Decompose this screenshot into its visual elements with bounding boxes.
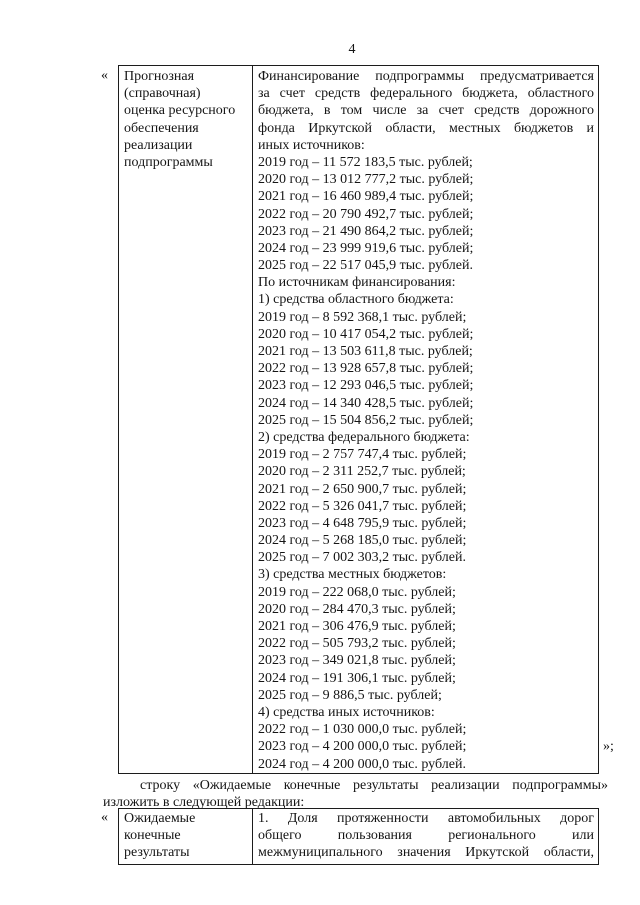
funding-year-line: 2020 год – 10 417 054,2 тыс. рублей; xyxy=(258,326,474,342)
funding-year-line: 2021 год – 306 476,9 тыс. рублей; xyxy=(258,619,456,634)
instruction-line: строку «Ожидаемые конечные результаты реализации подпрограммы» xyxy=(140,778,608,793)
funding-year-line: 2023 год – 12 293 046,5 тыс. рублей; xyxy=(258,378,474,394)
funding-sources-heading: По источникам финансирования: xyxy=(258,275,456,291)
funding-year-line: 2022 год – 5 326 041,7 тыс. рублей; xyxy=(258,498,467,514)
close-quote: »; xyxy=(603,739,614,754)
funding-year-line: 2025 год – 15 504 856,2 тыс. рублей; xyxy=(258,412,474,428)
funding-year-line: 2019 год – 8 592 368,1 тыс. рублей; xyxy=(258,309,467,325)
funding-source-heading: 3) средства местных бюджетов: xyxy=(258,567,447,583)
label-line: реализации xyxy=(124,137,193,153)
expected-results-table xyxy=(118,808,599,865)
instruction-paragraph xyxy=(103,777,608,811)
funding-year-line: 2020 год – 13 012 777,2 тыс. рублей; xyxy=(258,172,474,188)
funding-year-line: 2025 год – 22 517 045,9 тыс. рублей. xyxy=(258,258,473,274)
label-line: подпрограммы xyxy=(124,154,213,170)
funding-year-line: 2019 год – 11 572 183,5 тыс. рублей; xyxy=(258,154,473,170)
funding-year-line: 2023 год – 4 648 795,9 тыс. рублей; xyxy=(258,515,467,531)
resource-table-label-cell xyxy=(119,66,253,773)
funding-intro-line: фонда Иркутской области, местных бюджетов и xyxy=(258,120,594,136)
funding-year-line: 2022 год – 1 030 000,0 тыс. рублей; xyxy=(258,722,467,738)
label-line: конечные xyxy=(124,828,181,844)
funding-year-line: 2021 год – 2 650 900,7 тыс. рублей; xyxy=(258,481,467,497)
result-line: межмуниципального значения Иркутской области, xyxy=(258,845,594,861)
funding-source-heading: 1) средства областного бюджета: xyxy=(258,292,454,308)
funding-year-line: 2023 год – 349 021,8 тыс. рублей; xyxy=(258,653,456,669)
open-quote: « xyxy=(101,68,108,83)
funding-year-line: 2020 год – 2 311 252,7 тыс. рублей; xyxy=(258,464,466,480)
funding-year-line: 2024 год – 23 999 919,6 тыс. рублей; xyxy=(258,240,474,256)
funding-year-line: 2023 год – 21 490 864,2 тыс. рублей; xyxy=(258,223,474,239)
funding-year-line: 2019 год – 2 757 747,4 тыс. рублей; xyxy=(258,447,467,463)
funding-year-line: 2024 год – 14 340 428,5 тыс. рублей; xyxy=(258,395,474,411)
funding-year-line: 2020 год – 284 470,3 тыс. рублей; xyxy=(258,601,456,617)
funding-year-line: 2022 год – 505 793,2 тыс. рублей; xyxy=(258,636,456,652)
results-table-label-cell xyxy=(119,809,253,864)
results-table-content-cell xyxy=(253,809,598,864)
funding-year-line: 2019 год – 222 068,0 тыс. рублей; xyxy=(258,584,456,600)
funding-year-line: 2025 год – 7 002 303,2 тыс. рублей. xyxy=(258,550,466,566)
funding-year-line: 2022 год – 13 928 657,8 тыс. рублей; xyxy=(258,361,474,377)
page-number: 4 xyxy=(348,42,356,57)
instruction-line: изложить в следующей редакции: xyxy=(103,795,305,811)
funding-year-line: 2025 год – 9 886,5 тыс. рублей; xyxy=(258,687,442,703)
funding-year-line: 2024 год – 4 200 000,0 тыс. рублей. xyxy=(258,756,466,772)
funding-year-line: 2021 год – 13 503 611,8 тыс. рублей; xyxy=(258,344,473,359)
funding-source-heading: 2) средства федерального бюджета: xyxy=(258,429,470,445)
resource-table-content-cell xyxy=(253,66,598,773)
label-line: (справочная) xyxy=(124,86,201,102)
funding-intro-line: за счет средств федерального бюджета, областного xyxy=(258,86,594,102)
funding-intro-line: иных источников: xyxy=(258,137,365,153)
label-line: результаты xyxy=(124,845,190,861)
funding-year-line: 2024 год – 5 268 185,0 тыс. рублей; xyxy=(258,533,467,549)
funding-year-line: 2021 год – 16 460 989,4 тыс. рублей; xyxy=(258,189,474,205)
label-line: оценка ресурсного xyxy=(124,103,236,119)
resource-estimate-table xyxy=(118,65,599,774)
label-line: Прогнозная xyxy=(124,69,195,84)
funding-year-line: 2023 год – 4 200 000,0 тыс. рублей; xyxy=(258,739,467,755)
funding-intro-line: бюджета, в том числе за счет средств дорожного xyxy=(258,103,594,119)
funding-intro-line: Финансирование подпрограммы предусматривается xyxy=(258,69,594,84)
funding-year-line: 2022 год – 20 790 492,7 тыс. рублей; xyxy=(258,206,474,222)
funding-source-heading: 4) средства иных источников: xyxy=(258,704,435,720)
open-quote: « xyxy=(101,810,108,825)
label-line: обеспечения xyxy=(124,120,199,136)
result-line: 1. Доля протяженности автомобильных дорог xyxy=(258,811,594,826)
funding-year-line: 2024 год – 191 306,1 тыс. рублей; xyxy=(258,670,456,686)
label-line: Ожидаемые xyxy=(124,811,196,826)
result-line: общего пользования регионального или xyxy=(258,828,594,844)
